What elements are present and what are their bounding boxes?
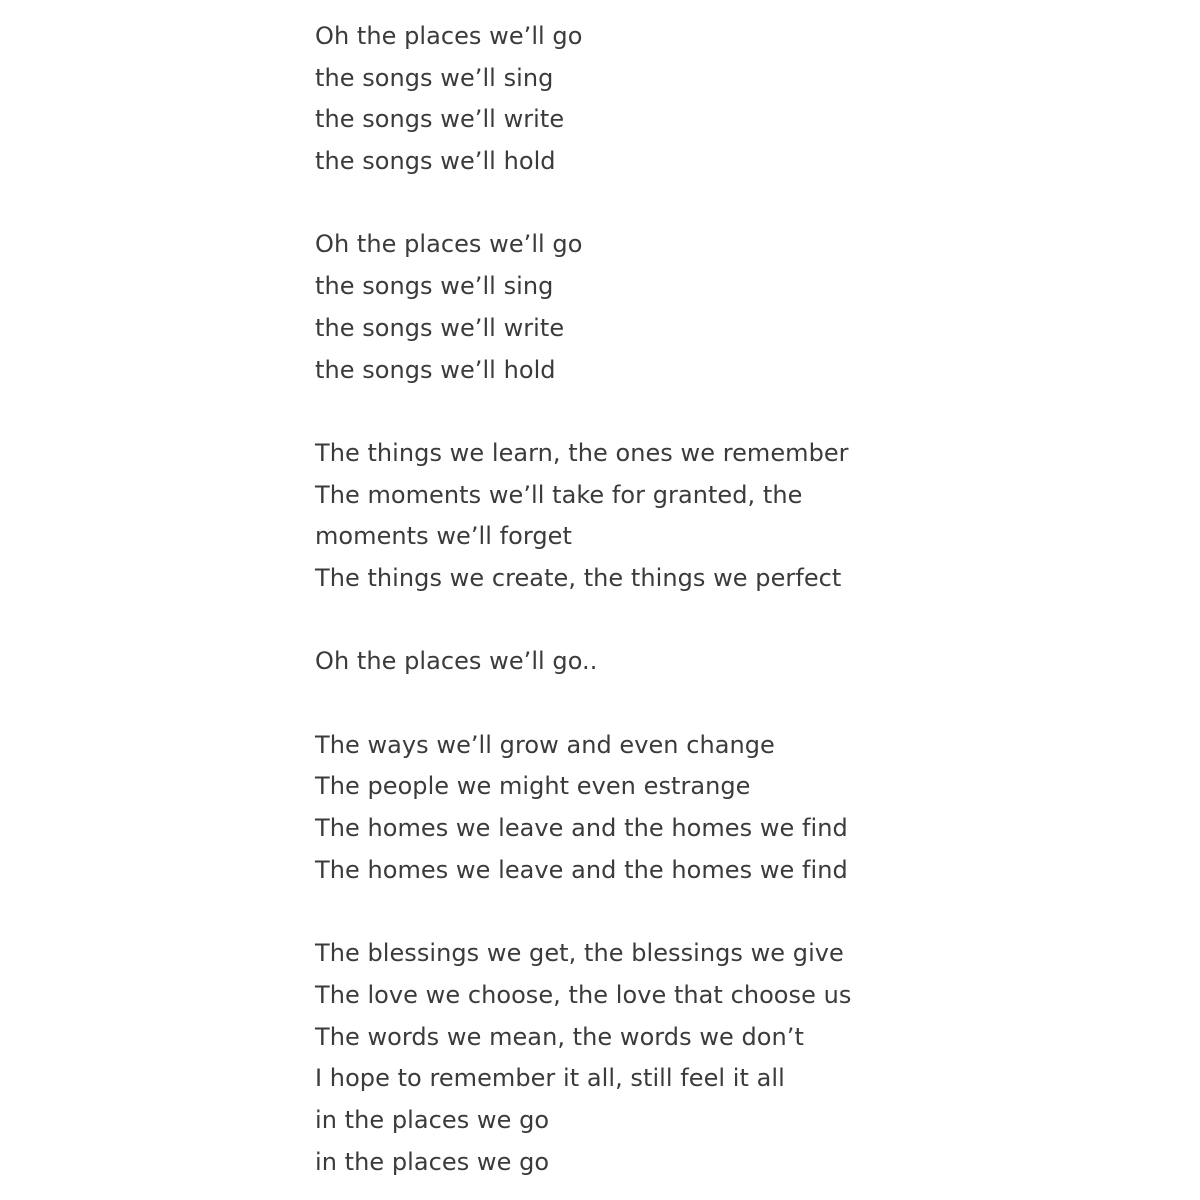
stanza-break bbox=[315, 600, 1185, 642]
lyric-line: The homes we leave and the homes we find bbox=[315, 814, 848, 843]
lyric-line: in the places we go bbox=[315, 1105, 550, 1134]
stanza-break bbox=[315, 683, 1185, 725]
lyric-line: The homes we leave and the homes we find bbox=[315, 855, 848, 884]
lyric-line: The moments we’ll take for granted, the bbox=[315, 480, 803, 509]
lyric-line: The blessings we get, the blessings we give bbox=[315, 939, 844, 968]
lyric-line: the songs we’ll hold bbox=[315, 147, 556, 176]
lyric-line: in the places we go bbox=[315, 1147, 550, 1176]
lyric-line: I hope to remember it all, still feel it all bbox=[315, 1064, 785, 1093]
stanza-2 bbox=[315, 224, 1185, 391]
lyric-line: The things we create, the things we perfect bbox=[315, 563, 842, 592]
stanza-4 bbox=[315, 641, 1185, 683]
stanza-3 bbox=[315, 433, 1185, 600]
lyric-line: The people we might even estrange bbox=[315, 772, 751, 801]
lyric-line: The love we choose, the love that choose us bbox=[315, 980, 852, 1009]
lyric-line: The things we learn, the ones we remember bbox=[315, 438, 849, 467]
lyric-line: The ways we’ll grow and even change bbox=[315, 730, 775, 759]
lyric-line: Oh the places we’ll go bbox=[315, 22, 583, 50]
stanza-break bbox=[315, 183, 1185, 225]
lyric-line: the songs we’ll sing bbox=[315, 272, 554, 301]
stanza-1 bbox=[315, 16, 1185, 183]
lyric-line: The words we mean, the words we don’t bbox=[315, 1022, 804, 1051]
stanza-break bbox=[315, 391, 1185, 433]
lyric-line: the songs we’ll write bbox=[315, 105, 565, 134]
lyrics-note[interactable] bbox=[315, 16, 1185, 1183]
lyric-line: moments we’ll forget bbox=[315, 522, 572, 551]
stanza-5 bbox=[315, 725, 1185, 892]
lyric-line: Oh the places we’ll go.. bbox=[315, 647, 598, 676]
stanza-6 bbox=[315, 933, 1185, 1183]
stanza-break bbox=[315, 891, 1185, 933]
lyric-line: the songs we’ll hold bbox=[315, 355, 556, 384]
lyric-line: the songs we’ll sing bbox=[315, 63, 554, 92]
lyric-line: the songs we’ll write bbox=[315, 313, 565, 342]
lyric-line: Oh the places we’ll go bbox=[315, 230, 583, 259]
